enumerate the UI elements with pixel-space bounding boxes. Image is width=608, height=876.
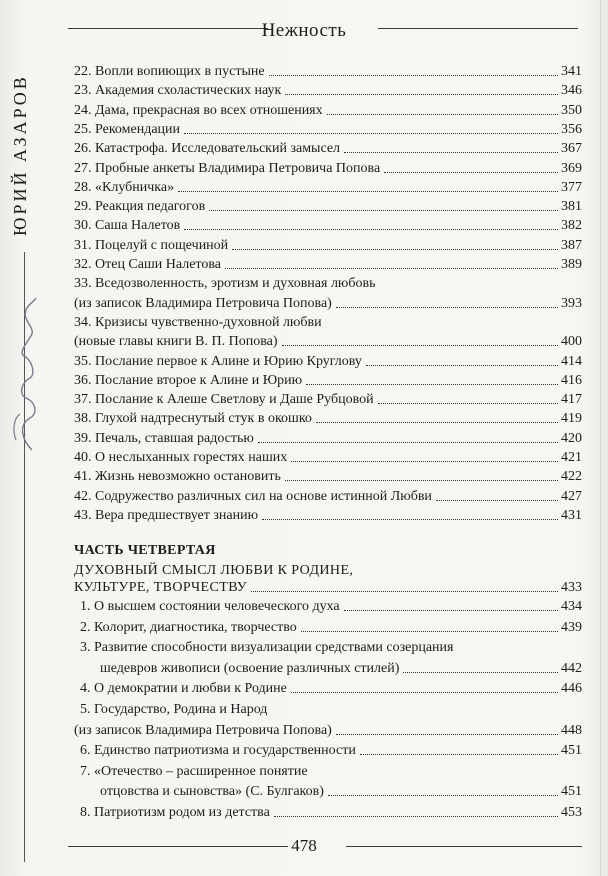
toc-entry-title: 38. Глухой надтреснутый стук в окошко — [74, 411, 312, 427]
dot-leader — [327, 114, 558, 115]
toc-entry-page: 389 — [561, 257, 582, 272]
toc-entry-title: 43. Вера предшествует знанию — [74, 507, 259, 523]
toc-entry-page: 346 — [561, 83, 582, 99]
dot-leader — [184, 229, 558, 230]
toc-entry-title: 22. Вопли вопиющих в пустыне — [74, 64, 265, 79]
toc-entry-title: 8. Патриотизм родом из детства — [80, 805, 270, 820]
toc-entry-page: 400 — [561, 334, 582, 350]
dot-leader — [344, 610, 558, 611]
toc-entry — [74, 99, 582, 119]
toc-entry-page: 387 — [561, 237, 582, 253]
toc-entry-page: 416 — [561, 372, 582, 388]
dot-leader — [282, 345, 558, 346]
toc-entry-page: 350 — [561, 102, 582, 118]
dot-leader — [285, 480, 558, 481]
toc-entry — [74, 60, 582, 80]
toc-entry-title: 36. Послание второе к Алине и Юрию — [74, 372, 303, 388]
dot-leader — [262, 519, 558, 520]
toc-entry-title: 7. «Отечество – расширенное понятие — [80, 763, 308, 779]
toc-entry — [74, 311, 582, 331]
toc-entry-title: 33. Вседозволенность, эротизм и духовная любовь — [74, 276, 376, 292]
toc-entry-title: 23. Академия схоластических наук — [74, 83, 282, 99]
toc-entry-title: 30. Саша Налетов — [74, 218, 181, 234]
toc-entry-title: отцовства и сыновства» (С. Булгаков) — [100, 784, 324, 800]
toc-entry — [74, 446, 582, 466]
dot-leader — [344, 152, 558, 153]
toc-entry — [74, 118, 582, 138]
toc-entry-page: 434 — [561, 599, 582, 614]
dot-leader — [209, 210, 558, 211]
toc-entry-page: 451 — [561, 743, 582, 759]
dot-leader — [301, 631, 558, 632]
toc-entry-title: (из записок Владимира Петровича Попова) — [74, 295, 332, 311]
toc-entry-title: 25. Рекомендации — [74, 121, 181, 137]
dot-leader — [232, 249, 558, 250]
dot-leader — [251, 591, 558, 592]
part-heading: ЧАСТЬ ЧЕТВЕРТАЯ — [74, 543, 216, 558]
dot-leader — [285, 94, 558, 95]
dot-leader — [274, 816, 558, 817]
toc-entry — [74, 176, 582, 196]
toc-entry — [74, 388, 582, 408]
toc-entry-title: 42. Содружество различных сил на основе истинной Любви — [74, 488, 432, 504]
dot-leader — [336, 734, 558, 735]
toc-entry-page: 393 — [561, 295, 582, 311]
toc-entry-title: 41. Жизнь невозможно остановить — [74, 469, 281, 485]
toc-entry — [74, 698, 582, 718]
toc-entry-page: 420 — [561, 430, 582, 446]
toc-entry-page: 422 — [561, 469, 582, 485]
dot-leader — [366, 365, 558, 366]
toc-entry — [74, 407, 582, 427]
toc-entry-page: 448 — [561, 722, 582, 738]
toc-entry-page: 421 — [561, 450, 582, 465]
toc-entry-title: 6. Единство патриотизма и государственности — [80, 743, 356, 759]
page-number: 478 — [291, 836, 317, 855]
toc-entry-page: 431 — [561, 507, 582, 523]
toc-entry-title: 26. Катастрофа. Исследовательский замысел — [74, 141, 341, 157]
toc-entry-title: 34. Кризисы чувственно-духовной любви — [74, 314, 322, 330]
toc-entry — [74, 427, 582, 447]
toc-entry — [74, 780, 582, 800]
toc-entry — [74, 636, 582, 656]
dot-leader — [291, 461, 558, 462]
toc-entry-title: 28. «Клубничка» — [74, 179, 175, 195]
toc-entry-page: 442 — [561, 660, 582, 676]
toc-entry-title: 35. Послание первое к Алине и Юрию Круглову — [74, 353, 362, 369]
part-title-row — [74, 576, 582, 596]
toc-entry — [74, 157, 582, 177]
toc-entry-page: 367 — [561, 141, 582, 157]
dot-leader — [378, 403, 558, 404]
toc-entry-title: 39. Печаль, ставшая радостью — [74, 430, 254, 446]
dot-leader — [178, 191, 558, 192]
toc-entry-title: 2. Колорит, диагностика, творчество — [80, 619, 297, 635]
running-head: Нежность — [261, 20, 347, 41]
toc-entry-page: 417 — [561, 392, 582, 408]
toc-entry-page: 369 — [561, 160, 582, 176]
dot-leader — [384, 172, 558, 173]
toc-entry-page: 414 — [561, 353, 582, 369]
toc-entry-page: 381 — [561, 199, 582, 215]
toc-entry-page: 341 — [561, 64, 582, 79]
dot-leader — [258, 442, 558, 443]
toc-entry-page: 446 — [561, 681, 582, 697]
toc-entry-title: (новые главы книги В. П. Попова) — [74, 334, 278, 350]
toc-entry-title: 37. Послание к Алеше Светлову и Даше Рубцовой — [74, 392, 374, 408]
dot-leader — [291, 692, 558, 693]
dot-leader — [306, 384, 558, 385]
toc-entry — [74, 292, 582, 312]
dot-leader — [269, 75, 558, 76]
dot-leader — [436, 500, 558, 501]
toc-entry — [74, 616, 582, 636]
toc-entry — [74, 719, 582, 739]
toc-entry-page: 419 — [561, 411, 582, 427]
toc-entry — [74, 801, 582, 821]
toc-entry — [74, 760, 582, 780]
toc-entry-title: 27. Пробные анкеты Владимира Петровича Попова — [74, 160, 381, 176]
dot-leader — [328, 795, 558, 796]
toc-entry — [74, 677, 582, 697]
toc-entry-title: 24. Дама, прекрасная во всех отношениях — [74, 102, 323, 118]
toc-entry-title: 31. Поцелуй с пощечиной — [74, 237, 229, 253]
toc-entry-page: 453 — [561, 805, 582, 820]
toc-entry-page: 451 — [561, 784, 582, 800]
toc-entry — [74, 137, 582, 157]
toc-entry-title: 5. Государство, Родина и Народ — [80, 702, 268, 717]
toc-entry-title: 29. Реакция педагогов — [74, 199, 206, 215]
toc-entry — [74, 595, 582, 615]
toc-entry-title: 3. Развитие способности визуализации средствами созерцания — [80, 640, 454, 656]
toc-entry — [74, 465, 582, 485]
toc-entry — [74, 272, 582, 292]
toc-entry — [74, 657, 582, 677]
toc-entry-title: шедевров живописи (освоение различных стилей) — [100, 660, 400, 676]
toc-entry — [74, 369, 582, 389]
toc-entry — [74, 330, 582, 350]
toc-entry — [74, 739, 582, 759]
toc-entry — [74, 214, 582, 234]
toc-entry-page: 356 — [561, 121, 582, 137]
toc-entry — [74, 234, 582, 254]
side-author-name: ЮРИЙ АЗАРОВ — [10, 74, 30, 236]
dot-leader — [403, 672, 558, 673]
toc-entry — [74, 195, 582, 215]
dot-leader — [225, 268, 558, 269]
toc-entry-page: 439 — [561, 619, 582, 635]
toc-entry — [74, 79, 582, 99]
toc-entry-title: 4. О демократии и любви к Родине — [80, 681, 287, 697]
dot-leader — [184, 133, 558, 134]
part-title-line2: КУЛЬТУРЕ, ТВОРЧЕСТВУ — [74, 580, 248, 595]
footer-rule-right — [346, 846, 582, 847]
toc-entry-title: 1. О высшем состоянии человеческого духа — [80, 599, 340, 614]
dot-leader — [316, 422, 558, 423]
part-page: 433 — [561, 580, 582, 595]
toc-entry-page: 382 — [561, 218, 582, 234]
dot-leader — [336, 307, 558, 308]
part-title-line1: ДУХОВНЫЙ СМЫСЛ ЛЮБВИ К РОДИНЕ, — [74, 563, 354, 578]
toc-entry — [74, 485, 582, 505]
toc-entry-title: 40. О неслыханных горестях наших — [74, 450, 288, 465]
toc-entry — [74, 504, 582, 524]
toc-entry-title: (из записок Владимира Петровича Попова) — [74, 722, 332, 738]
toc-entry-page: 427 — [561, 488, 582, 504]
toc-entry-title: 32. Отец Саши Налетова — [74, 257, 221, 272]
toc-entry — [74, 350, 582, 370]
toc-entry-page: 377 — [561, 179, 582, 195]
dot-leader — [360, 754, 558, 755]
toc-entry — [74, 253, 582, 273]
